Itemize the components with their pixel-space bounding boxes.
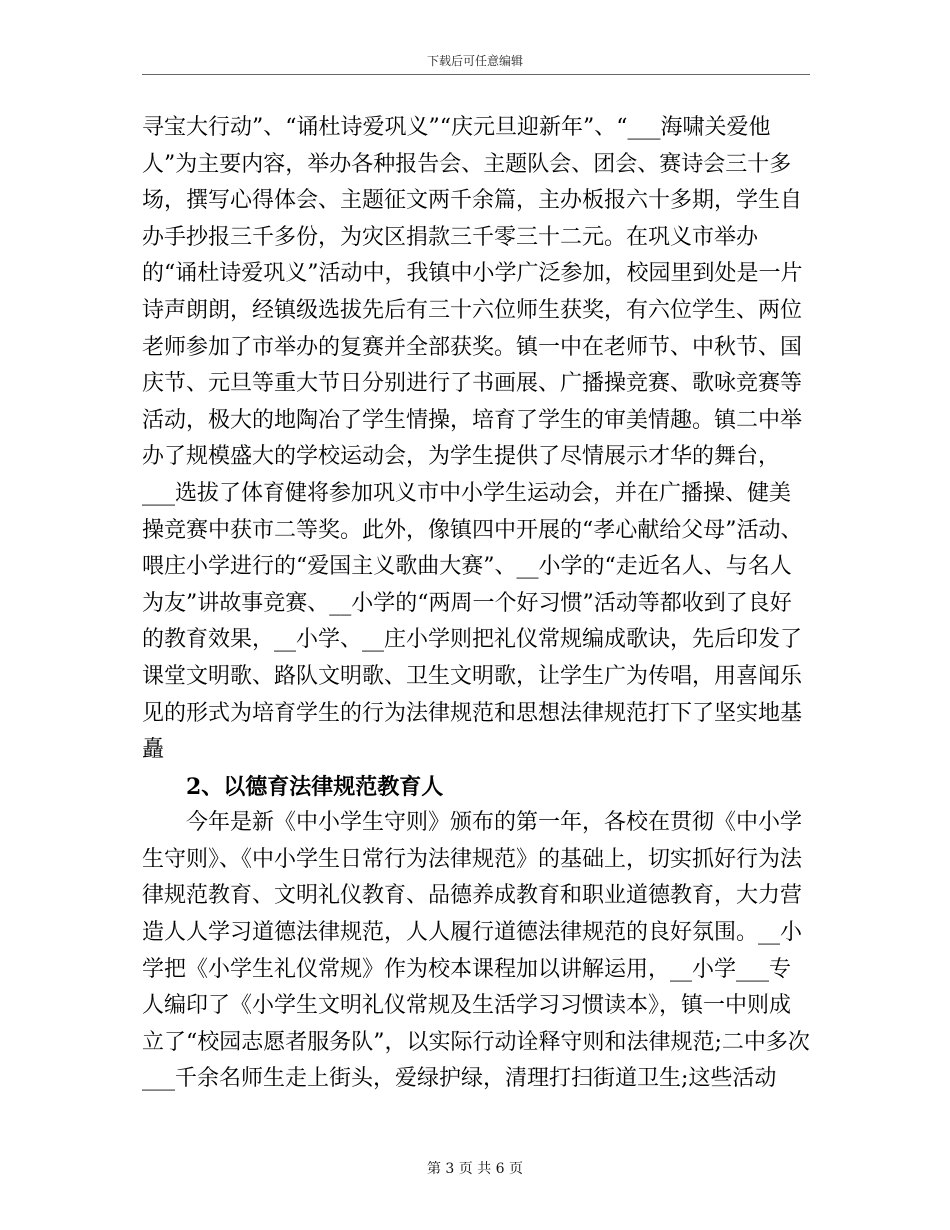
header-rule (142, 74, 810, 75)
document-body (142, 110, 810, 1098)
section-heading: 2、以德育法律规范教育人 (186, 773, 444, 800)
paragraph-moral-education: 今年是新《中小学生守则》颁布的第一年，各校在贯彻《中小学生守则》、《中小学生日常行为法律规范》的基础上，切实抓好行为法律规范教育、文明礼仪教育、品德养成教育和职业道德教育，大力营造人人学习道德法律规范，人人履行道德法律规范的良好氛围。__小学把《小学生礼仪常规》作为校本课程加以讲解运用，__小学___专人编印了《小学生文明礼仪常规及生活学习习惯读本》，镇一中则成立了“校园志愿者服务队”，以实际行动诠释守则和法律规范;二中多次___千余名师生走上街头，爱绿护绿，清理打扫街道卫生;这些活动 (142, 810, 810, 1092)
page-header: 下载后可任意编辑 (426, 54, 523, 68)
paragraph-activities: 寻宝大行动”、“诵杜诗爱巩义”“庆元旦迎新年”、“___海啸关爱他人”为主要内容，举办各种报告会、主题队会、团会、赛诗会三十多场，撰写心得体会、主题征文两千余篇，主办板报六十多期，学生自办手抄报三千多份，为灾区捐款三千零三十二元。在巩义市举办的“诵杜诗爱巩义”活动中，我镇中小学广泛参加，校园里到处是一片诗声朗朗，经镇级选拔先后有三十六位师生获奖，有六位学生、两位老师参加了市举办的复赛并全部获奖。镇一中在老师节、中秋节、国庆节、元旦等重大节日分别进行了书画展、广播操竞赛、歌咏竞赛等活动，极大的地陶冶了学生情操，培育了学生的审美情趣。镇二中举办了规模盛大的学校运动会，为学生提供了尽情展示才华的舞台，___选拔了体育健将参加巩义市中小学生运动会，并在广播操、健美操竞赛中获市二等奖。此外，像镇四中开展的“孝心献给父母”活动、喂庄小学进行的“爱国主义歌曲大赛”、__小学的“走近名人、与名人为友”讲故事竞赛、__小学的“两周一个好习惯”活动等都收到了良好的教育效果，__小学、__庄小学则把礼仪常规编成歌诀，先后印发了课堂文明歌、路队文明歌、卫生文明歌，让学生广为传唱，用喜闻乐见的形式为培育学生的行为法律规范和思想法律规范打下了坚实地基矗 (142, 115, 803, 763)
page-footer: 第 3 页 共 6 页 (426, 1161, 524, 1177)
